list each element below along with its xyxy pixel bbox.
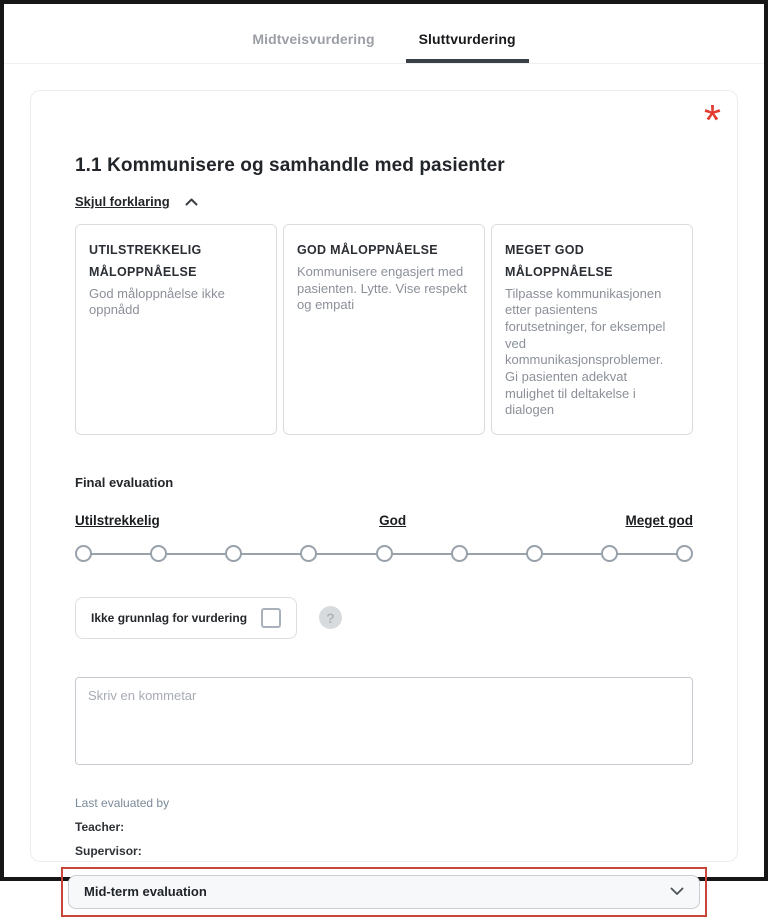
scale-point-1[interactable] [75,545,92,562]
last-evaluated-by-label: Last evaluated by [75,795,170,810]
tab-bar [4,4,764,64]
scale-point-3[interactable] [225,545,242,562]
no-basis-checkbox-group[interactable] [75,597,297,639]
evaluation-scale-slider [75,545,693,563]
scale-point-7[interactable] [526,545,543,562]
no-basis-checkbox[interactable] [261,608,281,628]
criteria-body: Kommunisere engasjert med pasienten. Lytte. Vise respekt og empati [297,263,467,313]
comment-input[interactable] [75,677,693,765]
no-basis-label: Ikke grunnlag for vurdering [91,610,248,625]
scale-label-low: Utilstrekkelig [75,512,160,528]
annotation-highlight-box [61,867,707,917]
scale-label-row [75,513,693,528]
tab-sluttvurdering[interactable]: Sluttvurdering [406,31,529,63]
scale-point-5[interactable] [376,545,393,562]
evaluation-type-dropdown[interactable] [68,875,700,909]
scale-point-2[interactable] [150,545,167,562]
required-asterisk-icon: * [703,96,721,145]
no-basis-row [75,597,693,639]
criteria-title: UTILSTREKKELIG MÅLOPPNÅELSE [89,243,202,279]
supervisor-label: Supervisor: [75,843,142,858]
criteria-box-utilstrekkelig [75,224,277,435]
dropdown-selected-value: Mid-term evaluation [84,884,207,900]
criteria-title: GOD MÅLOPPNÅELSE [297,243,438,257]
tab-midtveisvurdering[interactable]: Midtveisvurdering [252,31,375,47]
criteria-box-god [283,224,485,435]
scale-label-high: Meget god [625,512,693,528]
criteria-body: Tilpasse kommunikasjonen etter pasientens forutsetninger, for eksempel ved kommunikasjonsproblemer. Gi pasienten adekvat mulighet til deltakelse i dialogen [505,285,666,418]
scale-point-4[interactable] [300,545,317,562]
teacher-label: Teacher: [75,819,125,834]
chevron-down-icon [670,887,684,896]
scale-point-6[interactable] [451,545,468,562]
scale-point-8[interactable] [601,545,618,562]
final-evaluation-label: Final evaluation [75,474,174,490]
help-icon[interactable]: ? [319,606,342,629]
criteria-box-row [75,224,693,435]
hide-explanation-toggle[interactable] [75,194,198,209]
evaluation-card [30,90,738,900]
criteria-body: God måloppnåelse ikke oppnådd [89,285,225,318]
hide-explanation-label: Skjul forklaring [75,194,170,209]
chevron-up-icon [185,198,198,206]
scale-label-mid: God [379,512,407,528]
scale-point-9[interactable] [676,545,693,562]
criteria-title: MEGET GOD MÅLOPPNÅELSE [505,243,613,279]
page-title: 1.1 Kommunisere og samhandle med pasienter [75,155,505,176]
criteria-box-meget-god [491,224,693,435]
